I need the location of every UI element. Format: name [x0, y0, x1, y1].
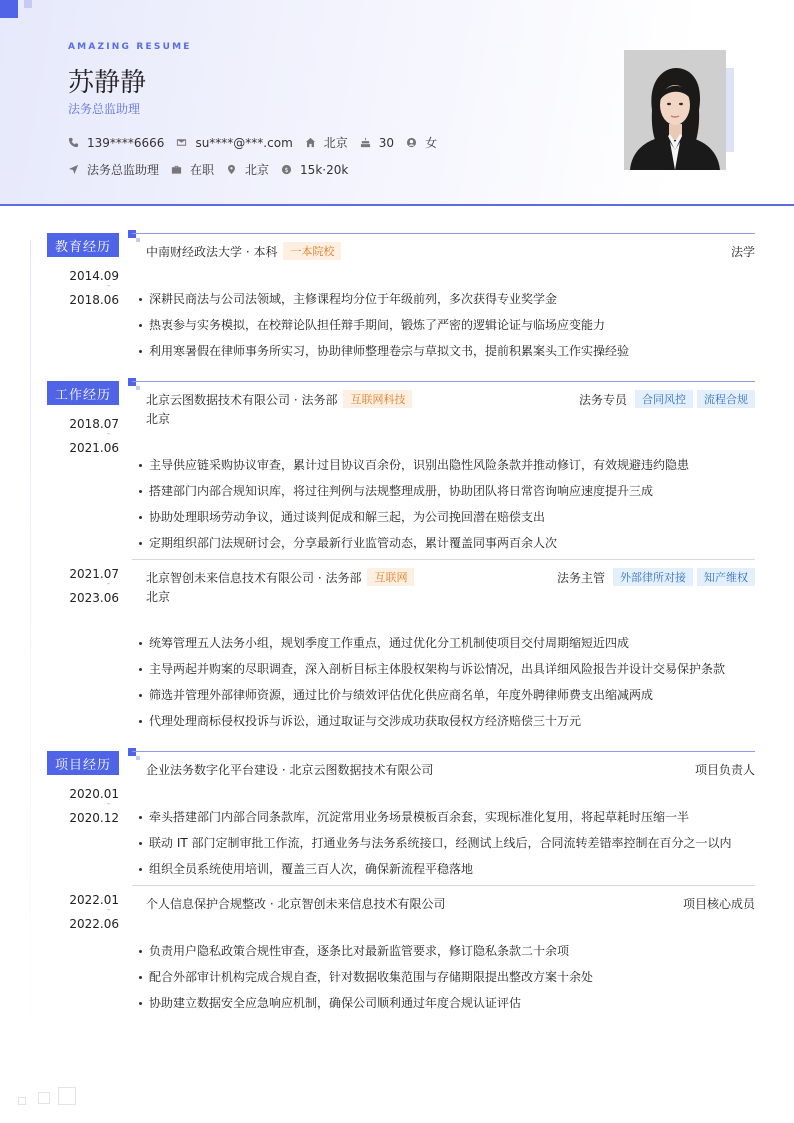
date-end: 2022.06	[69, 917, 119, 931]
project-bullets-2	[139, 941, 755, 1019]
project-role: 项目负责人	[694, 763, 755, 777]
date-end: 2020.12	[69, 811, 119, 825]
work-date-2: 2021.07 - 2023.06	[47, 562, 119, 610]
list-item: 统筹管理五人法务小组，规划季度工作重点，通过优化分工机制使项目交付周期缩短近四成	[139, 633, 755, 659]
major-name: 法学	[730, 244, 755, 259]
home-icon	[305, 137, 316, 148]
section-divider	[132, 381, 755, 382]
age-text: 30	[378, 135, 395, 150]
section-marker	[128, 748, 136, 756]
date-start: 2018.07	[69, 417, 119, 431]
project-title: 企业法务数字化平台建设 · 北京云图数据技术有限公司	[146, 763, 434, 777]
corner-decoration-small	[24, 0, 32, 8]
date-end: 2021.06	[69, 441, 119, 455]
intent-position-text: 法务总监助理	[87, 163, 160, 177]
skill-tag: 流程合规	[697, 390, 755, 408]
gender-item	[406, 134, 437, 151]
project-bullets-1	[139, 807, 755, 885]
section-marker-small	[136, 386, 140, 390]
resume-tag: AMAZING RESUME	[68, 42, 192, 52]
intent-city-item	[226, 161, 269, 178]
deco-square	[58, 1087, 76, 1105]
education-date: 2014.09 - 2018.06	[47, 264, 119, 312]
section-divider	[132, 751, 755, 752]
city-text: 北京	[323, 136, 348, 150]
resume-header	[0, 0, 794, 206]
candidate-name: 苏静静	[68, 68, 147, 98]
job-role: 法务专员	[578, 392, 627, 407]
left-timeline-line	[30, 240, 31, 1070]
section-marker	[128, 230, 136, 238]
list-item: 主导两起并购案的尽职调查，深入剖析目标主体股权架构与诉讼情况，出具详细风险报告并设计交易保护条款	[139, 659, 755, 685]
school-badge: 一本院校	[283, 242, 341, 260]
date-start: 2014.09	[69, 269, 119, 283]
phone-text: 139****6666	[87, 135, 165, 150]
school-name: 中南财经政法大学 · 本科	[146, 244, 278, 259]
list-item: 利用寒暑假在律师事务所实习，协助律师整理卷宗与草拟文书，提前积累案头工作实操经验	[139, 341, 755, 367]
deco-square	[38, 1092, 50, 1104]
section-marker-small	[136, 756, 140, 760]
cake-icon	[360, 137, 371, 148]
list-item: 配合外部审计机构完成合规自查，针对数据收集范围与存储期限提出整改方案十余处	[139, 967, 755, 993]
deco-square	[18, 1097, 26, 1105]
age-item	[360, 136, 394, 150]
list-item: 组织全员系统使用培训，覆盖三百人次，确保新流程平稳落地	[139, 859, 755, 885]
company-name: 北京智创未来信息技术有限公司 · 法务部	[146, 570, 362, 585]
list-item: 深耕民商法与公司法领域，主修课程均分位于年级前列，多次获得专业奖学金	[139, 289, 755, 315]
entry-divider	[132, 559, 755, 560]
svg-text:$: $	[284, 165, 289, 174]
skill-tag: 外部律所对接	[613, 568, 693, 586]
phone-icon	[68, 137, 79, 148]
intent-city-text: 北京	[245, 163, 270, 177]
list-item: 负责用户隐私政策合规性审查，逐条比对最新监管要求，修订隐私条款二十余项	[139, 941, 755, 967]
industry-badge: 互联网	[367, 568, 414, 586]
location-pin-icon	[226, 164, 237, 175]
skill-tag: 合同风控	[635, 390, 693, 408]
skill-tag: 知产维权	[697, 568, 755, 586]
status-text: 在职	[190, 163, 215, 177]
list-item: 牵头搭建部门内部合同条款库，沉淀常用业务场景模板百余套，实现标准化复用，将起草耗时压缩一半	[139, 807, 755, 833]
corner-decoration	[0, 0, 18, 18]
work-entry-header-2	[146, 568, 755, 586]
education-bullets	[139, 289, 755, 367]
entry-divider	[132, 885, 755, 886]
section-marker	[128, 378, 136, 386]
gender-icon	[406, 137, 417, 148]
section-divider	[132, 233, 755, 234]
contact-info-row	[68, 134, 449, 151]
project-date-2: 2022.01 - 2022.06	[47, 888, 119, 936]
status-item	[171, 161, 214, 178]
list-item: 搭建部门内部合规知识库，将过往判例与法规整理成册，协助团队将日常咨询响应速度提升三成	[139, 481, 755, 507]
projects-section-title: 项目经历	[47, 751, 119, 775]
work-bullets-2	[139, 633, 755, 737]
work-date-1: 2018.07 - 2021.06	[47, 412, 119, 460]
salary-item	[281, 163, 348, 177]
salary-text: 15k·20k	[300, 162, 349, 177]
education-section-title: 教育经历	[47, 233, 119, 257]
work-bullets-1	[139, 455, 755, 559]
work-location: 北京	[146, 412, 171, 426]
email-text: su****@***.com	[195, 135, 293, 150]
job-role: 法务主管	[556, 570, 605, 585]
list-item: 联动 IT 部门定制审批工作流，打通业务与法务系统接口，经测试上线后，合同流转差错率控制在百分之一以内	[139, 833, 755, 859]
project-date-1: 2020.01 - 2020.12	[47, 782, 119, 830]
list-item: 协助建立数据安全应急响应机制，确保公司顺利通过年度合规认证评估	[139, 993, 755, 1019]
list-item: 协助处理职场劳动争议，通过谈判促成和解三起，为公司挽回潜在赔偿支出	[139, 507, 755, 533]
mail-icon	[176, 137, 187, 148]
project-entry-header-1	[146, 761, 755, 778]
education-entry-header	[146, 242, 755, 260]
send-icon	[68, 164, 79, 175]
candidate-title: 法务总监助理	[68, 102, 141, 116]
project-title: 个人信息保护合规整改 · 北京智创未来信息技术有限公司	[146, 897, 446, 911]
briefcase-icon	[171, 164, 182, 175]
section-marker-small	[136, 238, 140, 242]
date-start: 2021.07	[69, 567, 119, 581]
list-item: 代理处理商标侵权投诉与诉讼，通过取证与交涉成功获取侵权方经济赔偿三十万元	[139, 711, 755, 737]
date-end: 2018.06	[69, 293, 119, 307]
city-item	[305, 134, 348, 151]
date-end: 2023.06	[69, 591, 119, 605]
industry-badge: 互联网科技	[343, 390, 412, 408]
phone-item	[68, 136, 164, 150]
gender-text: 女	[425, 136, 438, 150]
date-start: 2020.01	[69, 787, 119, 801]
avatar-photo	[624, 50, 726, 170]
date-start: 2022.01	[69, 893, 119, 907]
money-icon	[281, 164, 292, 175]
list-item: 主导供应链采购协议审查，累计过目协议百余份，识别出隐性风险条款并推动修订，有效规避违约隐患	[139, 455, 755, 481]
work-section-title: 工作经历	[47, 381, 119, 405]
work-entry-header-1	[146, 390, 755, 408]
project-role: 项目核心成员	[682, 897, 755, 911]
list-item: 筛选并管理外部律师资源，通过比价与绩效评估优化供应商名单，年度外聘律师费支出缩减两成	[139, 685, 755, 711]
project-entry-header-2	[146, 895, 755, 912]
job-intent-row	[68, 161, 360, 178]
company-name: 北京云图数据技术有限公司 · 法务部	[146, 392, 338, 407]
email-item	[176, 136, 292, 150]
list-item: 热衷参与实务模拟，在校辩论队担任辩手期间，锻炼了严密的逻辑论证与临场应变能力	[139, 315, 755, 341]
list-item: 定期组织部门法规研讨会，分享最新行业监管动态，累计覆盖同事两百余人次	[139, 533, 755, 559]
intent-position-item	[68, 161, 159, 178]
portrait-illustration	[624, 50, 726, 170]
work-location: 北京	[146, 590, 171, 604]
